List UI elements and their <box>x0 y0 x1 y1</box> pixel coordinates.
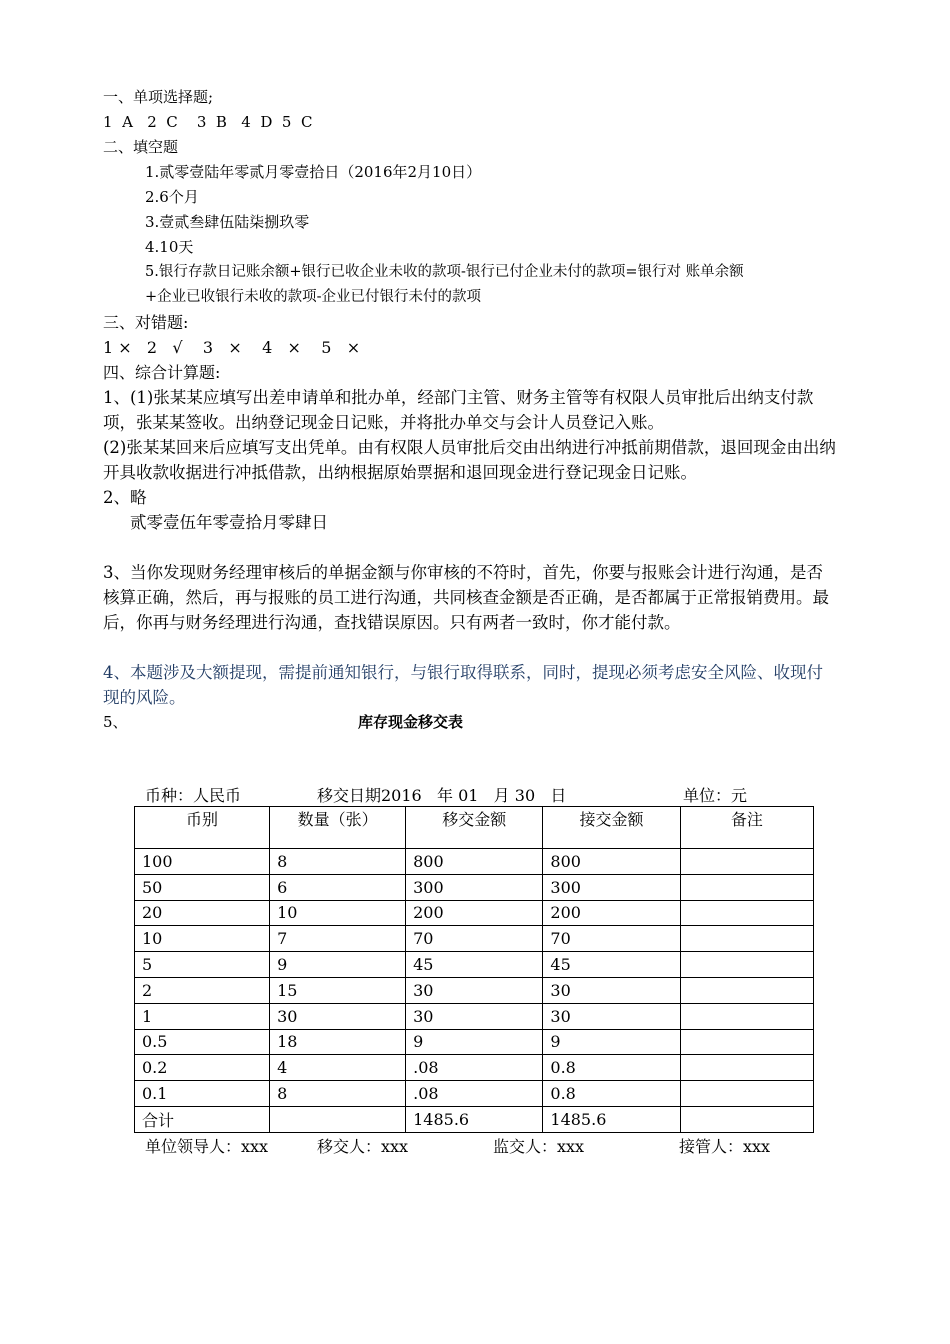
answer-paragraph-4: 4、本题涉及大额提现，需提前通知银行，与银行取得联系，同时，提现必须考虑安全风险、收现付现的风险。 <box>103 663 823 707</box>
table-row <box>135 1081 814 1107</box>
table-cell: 0.8 <box>543 1055 680 1081</box>
table-cell: 0.5 <box>135 1029 270 1055</box>
signer: 监交人：xxx <box>493 1137 585 1156</box>
transfer-date: 移交日期2016 年 01 月 30 日 <box>317 786 567 805</box>
table-cell: .08 <box>406 1055 543 1081</box>
table-cell: 9 <box>406 1029 543 1055</box>
table-cell: 15 <box>270 977 406 1003</box>
table-cell: 30 <box>543 977 680 1003</box>
table-cell: 800 <box>406 849 543 875</box>
table-cell: 10 <box>270 900 406 926</box>
answer-paragraph-1: 1、(1)张某某应填写出差申请单和批办单，经部门主管、财务主管等有权限人员审批后出纳支付款项，张某某签收。出纳登记现金日记账，并将批办单交与会计人员登记入账。 <box>103 388 814 432</box>
table-cell <box>680 977 813 1003</box>
table-cell: 45 <box>543 952 680 978</box>
answer-paragraph-3: 3、当你发现财务经理审核后的单据金额与你审核的不符时，首先，你要与报账会计进行沟通，是否核算正确，然后，再与报账的员工进行沟通，共同核查金额是否正确，是否都属于正常报销费用。最后，你再与财务经理进行沟通，查找错误原因。只有两者一致时，你才能付款。 <box>103 563 829 632</box>
table-cell: 4 <box>270 1055 406 1081</box>
table-row <box>135 952 814 978</box>
table-row <box>135 977 814 1003</box>
table-cell: 8 <box>270 1081 406 1107</box>
fill-item: +企业已收银行未收的款项-企业已付银行未付的款项 <box>145 289 482 305</box>
table-row <box>135 926 814 952</box>
table-cell: 合计 <box>135 1106 270 1132</box>
table-cell: 30 <box>406 1003 543 1029</box>
table-cell <box>680 1081 813 1107</box>
table-cell: 1485.6 <box>406 1106 543 1132</box>
question-2-answer: 贰零壹伍年零壹拾月零肆日 <box>130 513 328 532</box>
table-row <box>135 849 814 875</box>
signers <box>145 1134 825 1159</box>
table-cell <box>680 1003 813 1029</box>
question-5: 5、 <box>103 713 128 731</box>
fill-item: 4.10天 <box>145 238 194 256</box>
fill-item: 5.银行存款日记账余额+银行已收企业未收的款项-银行已付企业未付的款项=银行对 账单余额 <box>145 264 744 280</box>
table-row <box>135 1106 814 1132</box>
table-cell <box>680 1055 813 1081</box>
fill-item: 2.6个月 <box>145 188 199 206</box>
section-3-heading: 三、对错题: <box>103 313 189 332</box>
table-title: 库存现金移交表 <box>358 713 464 731</box>
column-header: 移交金额 <box>406 807 543 849</box>
table-cell: 6 <box>270 874 406 900</box>
table-cell: 5 <box>135 952 270 978</box>
section-4-heading: 四、综合计算题: <box>103 363 221 382</box>
table-cell <box>680 874 813 900</box>
table-cell: 200 <box>406 900 543 926</box>
table-row <box>135 874 814 900</box>
signer: 单位领导人：xxx <box>145 1137 269 1156</box>
column-header: 数量（张） <box>270 807 406 849</box>
document-body <box>103 85 838 735</box>
table-cell: 0.8 <box>543 1081 680 1107</box>
table-cell <box>680 849 813 875</box>
table-cell <box>270 1106 406 1132</box>
fill-item: 3.壹贰叁肆伍陆柒捌玖零 <box>145 213 310 231</box>
table-cell: 7 <box>270 926 406 952</box>
answer-paragraph-2: (2)张某某回来后应填写支出凭单。由有权限人员审批后交由出纳进行冲抵前期借款，退回现金由出纳开具收款收据进行冲抵借款，出纳根据原始票据和退回现金进行登记现金日记账。 <box>103 438 836 482</box>
table-cell <box>680 1106 813 1132</box>
table-cell: 200 <box>543 900 680 926</box>
table-meta <box>145 783 825 808</box>
table-row <box>135 900 814 926</box>
table-cell: 9 <box>543 1029 680 1055</box>
table-cell: 0.1 <box>135 1081 270 1107</box>
table-cell: 300 <box>406 874 543 900</box>
table-row <box>135 1003 814 1029</box>
table-cell: 1485.6 <box>543 1106 680 1132</box>
table-cell <box>680 926 813 952</box>
table-cell: 20 <box>135 900 270 926</box>
table-cell: 8 <box>270 849 406 875</box>
table-cell <box>680 1029 813 1055</box>
table-cell: .08 <box>406 1081 543 1107</box>
table-cell: 10 <box>135 926 270 952</box>
table-cell: 70 <box>543 926 680 952</box>
signer: 移交人：xxx <box>317 1137 409 1156</box>
table-cell: 70 <box>406 926 543 952</box>
table-cell: 50 <box>135 874 270 900</box>
section-3-answers: 1 × 2 √ 3 × 4 × 5 × <box>103 338 361 357</box>
signer: 接管人：xxx <box>679 1137 771 1156</box>
table-cell: 9 <box>270 952 406 978</box>
table-cell: 30 <box>270 1003 406 1029</box>
table-cell: 0.2 <box>135 1055 270 1081</box>
column-header: 币别 <box>135 807 270 849</box>
currency-label: 币种：人民币 <box>145 786 242 805</box>
table-cell: 100 <box>135 849 270 875</box>
table-cell: 800 <box>543 849 680 875</box>
table-cell: 30 <box>543 1003 680 1029</box>
unit-label: 单位：元 <box>683 786 748 805</box>
column-header: 接交金额 <box>543 807 680 849</box>
table-cell: 300 <box>543 874 680 900</box>
table-cell: 2 <box>135 977 270 1003</box>
table-row <box>135 1055 814 1081</box>
cash-transfer-table <box>134 806 814 1133</box>
table-cell: 30 <box>406 977 543 1003</box>
table-cell <box>680 952 813 978</box>
table-header-row <box>135 807 814 849</box>
table-cell: 18 <box>270 1029 406 1055</box>
table-cell: 45 <box>406 952 543 978</box>
table-cell: 1 <box>135 1003 270 1029</box>
table-cell <box>680 900 813 926</box>
question-2: 2、略 <box>103 488 147 507</box>
section-1-heading: 一、单项选择题; <box>103 88 214 106</box>
section-1-answers: 1 A 2 C 3 B 4 D 5 C <box>103 113 313 131</box>
column-header: 备注 <box>680 807 813 849</box>
fill-item: 1.贰零壹陆年零贰月零壹拾日（2016年2月10日） <box>145 163 482 181</box>
section-2-heading: 二、填空题 <box>103 138 179 156</box>
table-row <box>135 1029 814 1055</box>
